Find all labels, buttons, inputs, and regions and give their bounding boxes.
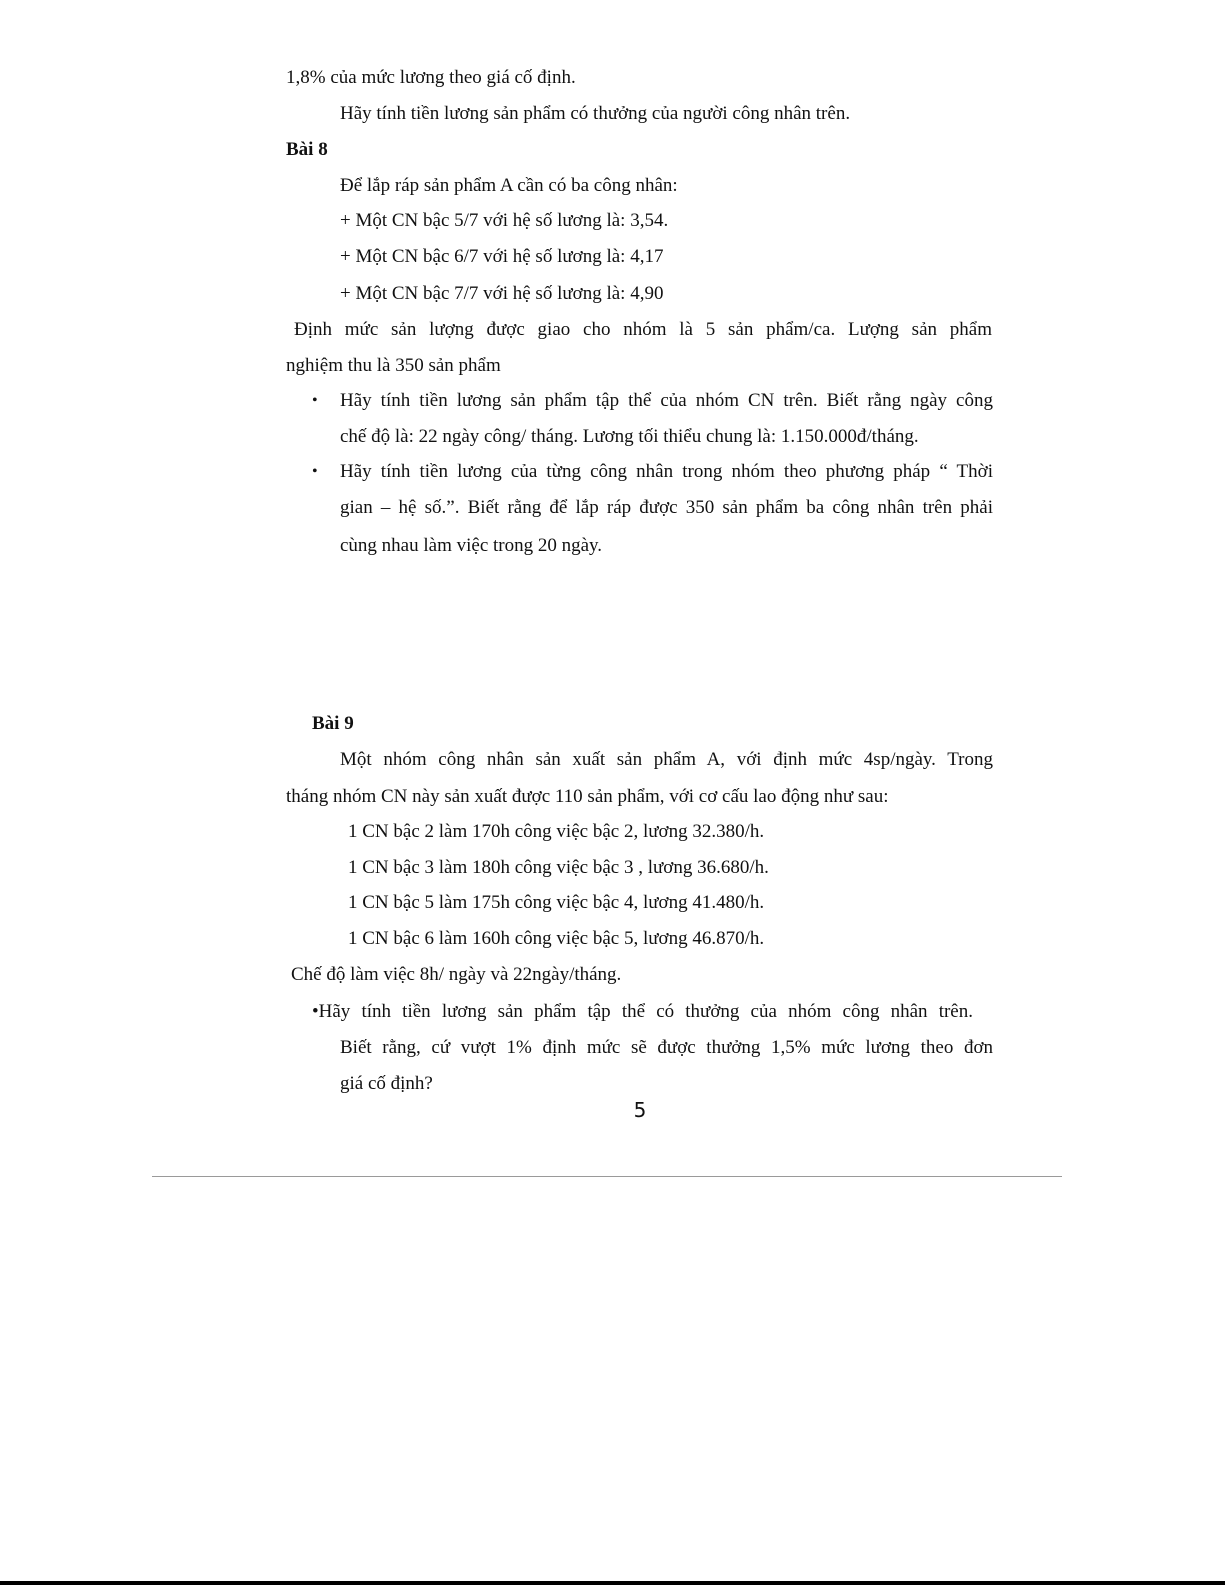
bai-8-worker-1: + Một CN bậc 5/7 với hệ số lương là: 3,54. [340, 210, 669, 231]
bai-8-worker-3: + Một CN bậc 7/7 với hệ số lương là: 4,90 [340, 283, 664, 304]
bai-8-task-1-line-2: chế độ là: 22 ngày công/ tháng. Lương tối thiểu chung là: 1.150.000đ/tháng. [340, 426, 919, 447]
heading-bai-9: Bài 9 [312, 713, 354, 734]
page-number: 5 [633, 1098, 647, 1122]
bai-9-regime: Chế độ làm việc 8h/ ngày và 22ngày/tháng. [291, 964, 622, 985]
bai-9-task-line-1: •Hãy tính tiền lương sản phẩm tập thể có thưởng của nhóm công nhân trên. [312, 1001, 973, 1022]
bai-8-task-2-line-2: gian – hệ số.”. Biết rằng để lắp ráp được 350 sản phẩm ba công nhân trên phải [340, 497, 993, 518]
bai-8-task-2-line-1: Hãy tính tiền lương của từng công nhân trong nhóm theo phương pháp “ Thời [340, 461, 993, 482]
bullet-icon: • [312, 463, 318, 480]
question-line: Hãy tính tiền lương sản phẩm có thưởng của người công nhân trên. [340, 103, 851, 124]
page-bottom-edge [0, 1581, 1225, 1585]
bai-8-intro: Để lắp ráp sản phẩm A cần có ba công nhân: [340, 175, 678, 196]
bai-9-intro-line-2: tháng nhóm CN này sản xuất được 110 sản phẩm, với cơ cấu lao động như sau: [286, 786, 889, 807]
bai-8-norm-line-1: Định mức sản lượng được giao cho nhóm là 5 sản phẩm/ca. Lượng sản phẩm [294, 319, 992, 340]
bai-8-norm-line-2: nghiệm thu là 350 sản phẩm [286, 355, 501, 376]
bai-9-worker-3: 1 CN bậc 5 làm 175h công việc bậc 4, lương 41.480/h. [348, 892, 765, 913]
bai-8-task-1-line-1: Hãy tính tiền lương sản phẩm tập thể của nhóm CN trên. Biết rằng ngày công [340, 390, 993, 411]
continuation-line: 1,8% của mức lương theo giá cố định. [286, 67, 576, 88]
bai-9-worker-4: 1 CN bậc 6 làm 160h công việc bậc 5, lương 46.870/h. [348, 928, 765, 949]
bai-9-intro-line-1: Một nhóm công nhân sản xuất sản phẩm A, với định mức 4sp/ngày. Trong [340, 749, 993, 770]
heading-bai-8: Bài 8 [286, 139, 328, 160]
bai-8-task-2-line-3: cùng nhau làm việc trong 20 ngày. [340, 535, 603, 556]
page-break-divider [152, 1176, 1062, 1177]
bai-9-task-line-3: giá cố định? [340, 1073, 433, 1094]
bullet-icon: • [312, 392, 318, 409]
bai-9-worker-1: 1 CN bậc 2 làm 170h công việc bậc 2, lương 32.380/h. [348, 821, 765, 842]
bai-8-worker-2: + Một CN bậc 6/7 với hệ số lương là: 4,17 [340, 246, 664, 267]
bai-9-worker-2: 1 CN bậc 3 làm 180h công việc bậc 3 , lương 36.680/h. [348, 857, 769, 878]
bai-9-task-line-2: Biết rằng, cứ vượt 1% định mức sẽ được thưởng 1,5% mức lương theo đơn [340, 1037, 993, 1058]
